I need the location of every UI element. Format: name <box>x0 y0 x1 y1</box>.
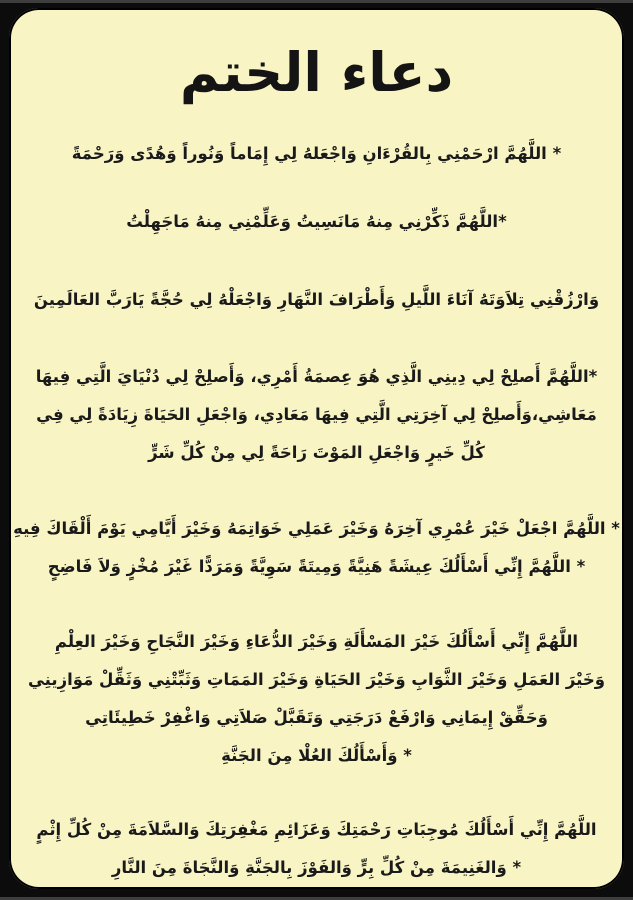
dua-line: وَارْزُقْنِي تِلاَوَتَهُ آنَاءَ اللَّيلِ وَأَطْرَافَ النَّهَارِ وَاجْعَلْهُ لِي حُجَّةً يَارَبَّ العَالَمِينَ <box>33 290 600 309</box>
dua-line: وَحَقِّقْ إِيمَانِي وَارْفَعْ دَرَجَتِي وَتَقَبَّلْ صَلاَتِي وَاغْفِرْ خَطِيئَاتِي <box>85 708 548 727</box>
dua-line: *اللَّهُمَّ ذَكِّرْنِي مِنهُ مَانَسِيتُ وَعَلِّمْنِي مِنهُ مَاجَهِلْتُ <box>126 212 507 231</box>
dua-line: * وَالغَنِيمَةَ مِنْ كُلِّ بِرٍّ وَالفَوْزَ بِالجَنَّةِ وَالنَّجَاةَ مِنَ النَّارِ <box>111 858 522 877</box>
top-strip <box>0 0 633 3</box>
dua-line: * اللَّهُمَّ اجْعَلْ خَيْرَ عُمْرِي آخِرَهُ وَخَيْرَ عَمَلِي خَوَاتِمَهُ وَخَيْرَ أَيَّامِي يَوْمَ أَلْقَاكَ فِيهِ <box>13 519 620 538</box>
dua-paragraph <box>9 281 624 319</box>
dua-paragraph <box>9 510 624 586</box>
dua-paragraph <box>9 135 624 173</box>
dua-line: * اللَّهُمَّ إِنِّي أَسْأَلُكَ عِيشَةً هَنِيَّةً وَمِيتَةً سَوِيَّةً وَمَرَدًّا غَيْرَ مُخْزٍ وَلاَ فَاضِحٍ <box>47 557 586 576</box>
dua-line: كُلِّ خَيرٍ وَاجْعَلِ المَوْتَ رَاحَةً لِي مِنْ كُلِّ شَرٍّ <box>148 443 485 462</box>
page-title: دعاء الختم <box>179 41 454 104</box>
dua-paragraph <box>9 811 624 887</box>
dua-paragraph <box>9 203 624 241</box>
dua-page <box>9 8 624 889</box>
dua-paragraph <box>9 623 624 775</box>
dua-line: * اللَّهُمَّ ارْحَمْنِي بِالقُرْءَانِ وَاجْعَلهُ لِي إِمَاماً وَنُوراً وَهُدًى وَرَحْمَةً <box>71 144 562 163</box>
dua-line: * وَأَسْأَلُكَ العُلْا مِنَ الجَنَّةِ <box>221 746 412 765</box>
dua-line: مَعَاشِي،وَأَصلِحْ لِي آخِرَتِي الَّتِي فِيهَا مَعَادِي، وَاجْعَلِ الحَيَاةَ زِيَادَةً لِي فِي <box>36 405 597 424</box>
dua-line: *اللَّهُمَّ أَصلِحْ لِي دِينِي الَّذِي هُوَ عِصمَةُ أَمْرِي، وَأَصلِحْ لِي دُنْيَايَ الَّتِي فِيهَا <box>35 367 598 386</box>
dua-line: وَخَيْرَ العَمَلِ وَخَيْرَ الثَّوَابِ وَخَيْرَ الحَيَاةِ وَخَيْرَ المَمَاتِ وَثَبِّتْنِي وَثَقِّلْ مَوَازِينِي <box>27 670 606 689</box>
dua-paragraph <box>9 358 624 472</box>
dua-line: اللَّهُمَّ إِنِّي أَسْأَلُكَ خَيْرَ المَسْأَلَةِ وَخَيْرَ الدُّعَاءِ وَخَيْرَ النَّجَاحِ وَخَيْرَ العِلْمِ <box>54 632 579 651</box>
dua-line: اللَّهُمَّ إِنِّي أَسْأَلُكَ مُوجِبَاتِ رَحْمَتِكَ وَعَزَائِمِ مَغْفِرَتِكَ وَالسَّلاَمَةَ مِنْ كُلِّ إِثْمٍ <box>36 820 597 839</box>
